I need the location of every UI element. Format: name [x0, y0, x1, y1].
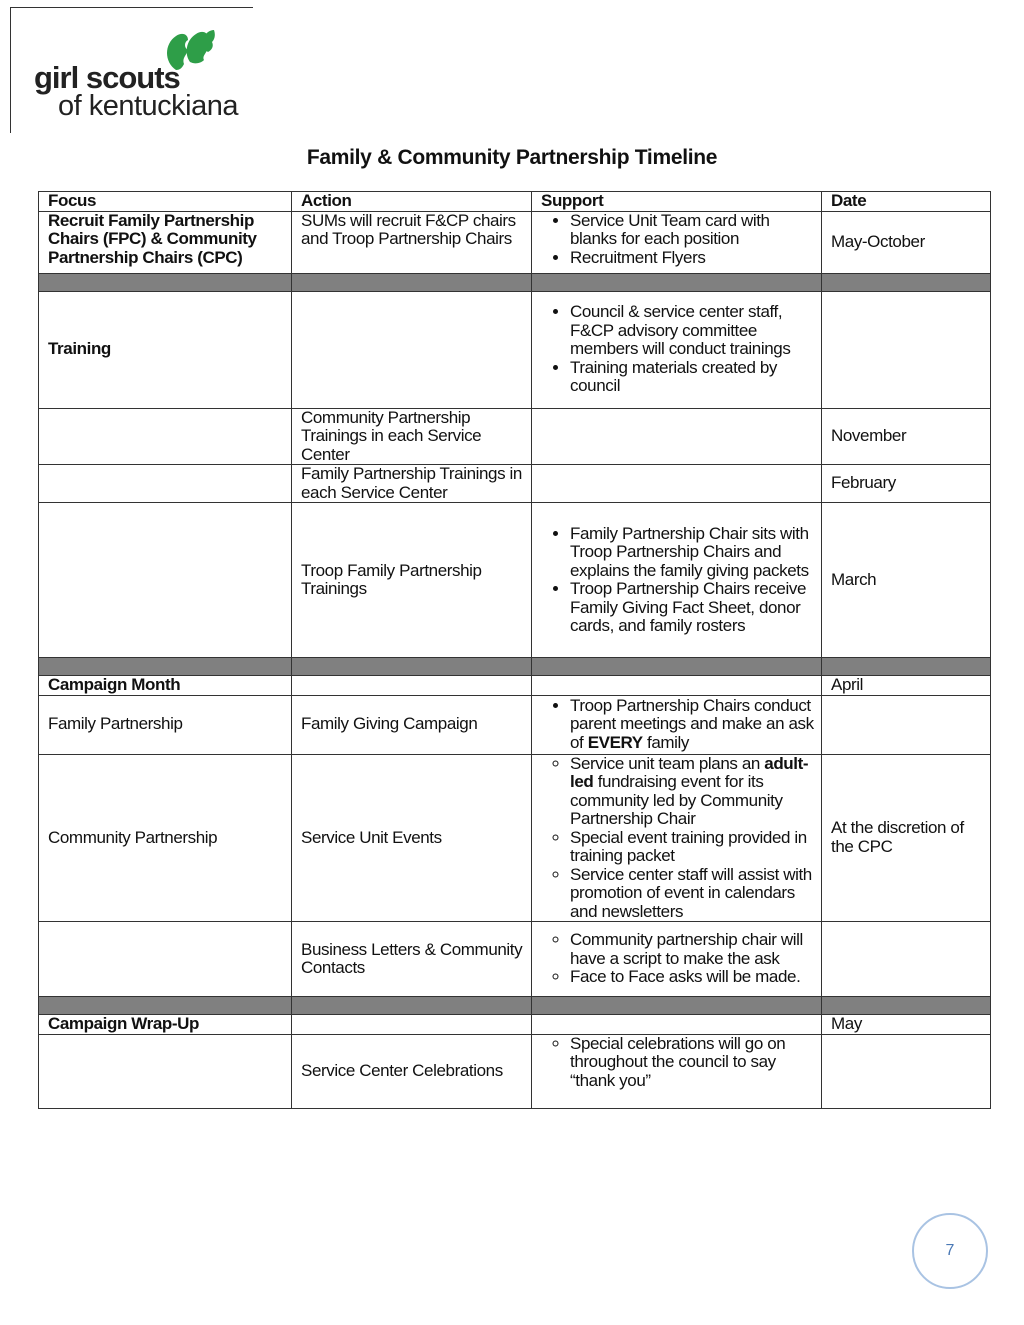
action-cell — [292, 291, 532, 408]
table-row-community-partnership — [39, 754, 991, 922]
table-row-wrap-up — [39, 1015, 991, 1035]
support-bullet: ◦ Face to Face asks will be made. — [570, 968, 817, 987]
action-cell: SUMs will recruit F&CP chairs and Troop Partnership Chairs — [292, 211, 532, 273]
focus-cell: Recruit Family Partnership Chairs (FPC) & Community Partnership Chairs (CPC) — [39, 211, 292, 273]
logo-text-line1: girl scouts — [34, 60, 180, 95]
focus-cell: Training — [39, 291, 292, 408]
focus-cell: Family Partnership — [39, 695, 292, 754]
section-separator — [39, 997, 991, 1015]
table-row-recruit — [39, 211, 991, 273]
focus-cell: Campaign Wrap-Up — [39, 1015, 292, 1035]
date-cell: February — [822, 465, 991, 503]
support-bullet: ◦ Service center staff will assist with promotion of event in calendars and newsletters — [570, 866, 817, 922]
support-bullet: ◦ Special event training provided in training packet — [570, 829, 817, 866]
support-bullet: • Training materials created by council — [570, 359, 817, 396]
header-focus: Focus — [39, 192, 292, 212]
focus-cell: Campaign Month — [39, 676, 292, 696]
support-bullet: • Family Partnership Chair sits with Troop Partnership Chairs and explains the family giving packets — [570, 525, 817, 581]
date-cell: May-October — [822, 211, 991, 273]
focus-cell: Community Partnership — [39, 754, 292, 922]
support-bullet: ◦ Service unit team plans an adult-led fundraising event for its community led by Community Partnership Chair — [570, 755, 817, 829]
support-bullet: ◦ Community partnership chair will have a script to make the ask — [570, 931, 817, 968]
date-cell — [822, 695, 991, 754]
corner-rule-horizontal — [10, 7, 253, 8]
focus-cell — [39, 408, 292, 465]
support-cell — [532, 408, 822, 465]
date-cell — [822, 291, 991, 408]
date-cell: March — [822, 503, 991, 658]
support-bullet: • Council & service center staff, F&CP advisory committee members will conduct trainings — [570, 303, 817, 359]
support-cell — [532, 922, 822, 997]
support-cell — [532, 503, 822, 658]
date-cell: November — [822, 408, 991, 465]
support-cell — [532, 754, 822, 922]
date-cell — [822, 922, 991, 997]
support-cell — [532, 291, 822, 408]
action-cell: Community Partnership Trainings in each Service Center — [292, 408, 532, 465]
table-header-row — [39, 192, 991, 212]
page-number-badge — [912, 1213, 988, 1289]
focus-cell — [39, 503, 292, 658]
support-cell — [532, 211, 822, 273]
action-cell: Family Giving Campaign — [292, 695, 532, 754]
table-row-training — [39, 291, 991, 408]
logo-text-line2: of kentuckiana — [58, 90, 239, 122]
section-separator — [39, 273, 991, 291]
action-cell — [292, 1015, 532, 1035]
table-row-celebrations — [39, 1034, 991, 1108]
table-row-business-letters — [39, 922, 991, 997]
action-cell: Family Partnership Trainings in each Service Center — [292, 465, 532, 503]
girl-scouts-logo — [34, 26, 254, 126]
action-cell: Troop Family Partnership Trainings — [292, 503, 532, 658]
date-cell — [822, 1034, 991, 1108]
header-action: Action — [292, 192, 532, 212]
table-row-community-training — [39, 408, 991, 465]
table-row-troop-training — [39, 503, 991, 658]
support-cell — [532, 1034, 822, 1108]
action-cell: Service Center Celebrations — [292, 1034, 532, 1108]
date-cell: April — [822, 676, 991, 696]
support-bullet: • Troop Partnership Chairs receive Family Giving Fact Sheet, donor cards, and family rosters — [570, 580, 817, 636]
focus-cell — [39, 922, 292, 997]
action-cell — [292, 676, 532, 696]
header-date: Date — [822, 192, 991, 212]
action-cell: Service Unit Events — [292, 754, 532, 922]
support-bullet: • Recruitment Flyers — [570, 249, 817, 268]
table-row-family-partnership — [39, 695, 991, 754]
support-bullet: ◦ Special celebrations will go on throughout the council to say “thank you” — [570, 1035, 817, 1091]
section-separator — [39, 658, 991, 676]
table-row-campaign-month — [39, 676, 991, 696]
focus-cell — [39, 465, 292, 503]
page-number: 7 — [945, 1242, 955, 1259]
page-title: Family & Community Partnership Timeline — [306, 146, 718, 169]
support-cell — [532, 465, 822, 503]
date-cell: May — [822, 1015, 991, 1035]
focus-cell — [39, 1034, 292, 1108]
support-cell — [532, 676, 822, 696]
support-bullet: • Service Unit Team card with blanks for each position — [570, 212, 817, 249]
table-row-family-training — [39, 465, 991, 503]
support-bullet: • Troop Partnership Chairs conduct parent meetings and make an ask of EVERY family — [570, 697, 817, 753]
partnership-timeline-table — [38, 191, 991, 1109]
date-cell: At the discretion of the CPC — [822, 754, 991, 922]
action-cell: Business Letters & Community Contacts — [292, 922, 532, 997]
support-cell — [532, 695, 822, 754]
header-support: Support — [532, 192, 822, 212]
corner-rule-vertical — [10, 7, 11, 133]
support-cell — [532, 1015, 822, 1035]
